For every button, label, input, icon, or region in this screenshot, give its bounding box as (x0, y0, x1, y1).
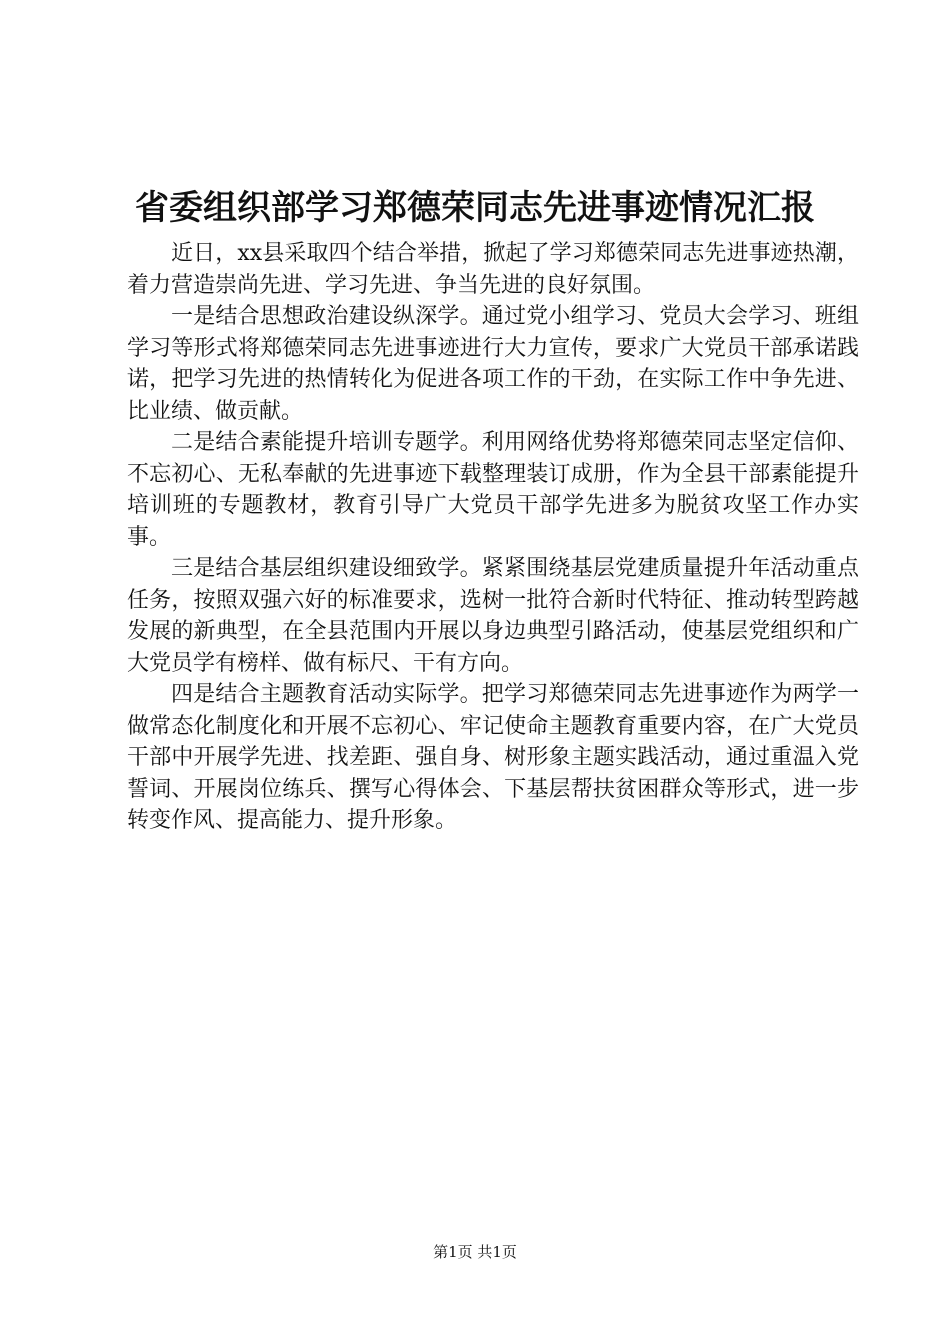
document-title: 省委组织部学习郑德荣同志先进事迹情况汇报 (135, 188, 815, 228)
paragraph-point-3: 三是结合基层组织建设细致学。紧紧围绕基层党建质量提升年活动重点任务，按照双强六好的标准要求，选树一批符合新时代特征、推动转型跨越发展的新典型，在全县范围内开展以身边典型引路活动，使基层党组织和广大党员学有榜样、做有标尺、干有方向。 (127, 556, 859, 676)
paragraph-intro: 近日，xx县采取四个结合举措，掀起了学习郑德荣同志先进事迹热潮，着力营造崇尚先进、学习先进、争当先进的良好氛围。 (127, 241, 859, 298)
page-number-footer: 第1页 共1页 (433, 1243, 517, 1261)
paragraph-point-4: 四是结合主题教育活动实际学。把学习郑德荣同志先进事迹作为两学一做常态化制度化和开展不忘初心、牢记使命主题教育重要内容，在广大党员干部中开展学先进、找差距、强自身、树形象主题实践活动，通过重温入党誓词、开展岗位练兵、撰写心得体会、下基层帮扶贫困群众等形式，进一步转变作风、提高能力、提升形象。 (127, 682, 859, 833)
paragraph-point-2: 二是结合素能提升培训专题学。利用网络优势将郑德荣同志坚定信仰、不忘初心、无私奉献的先进事迹下载整理装订成册，作为全县干部素能提升培训班的专题教材，教育引导广大党员干部学先进多为脱贫攻坚工作办实事。 (127, 430, 859, 550)
document-body (127, 238, 859, 837)
paragraph-point-1: 一是结合思想政治建设纵深学。通过党小组学习、党员大会学习、班组学习等形式将郑德荣同志先进事迹进行大力宣传，要求广大党员干部承诺践诺，把学习先进的热情转化为促进各项工作的干劲，在实际工作中争先进、比业绩、做贡献。 (127, 304, 859, 424)
